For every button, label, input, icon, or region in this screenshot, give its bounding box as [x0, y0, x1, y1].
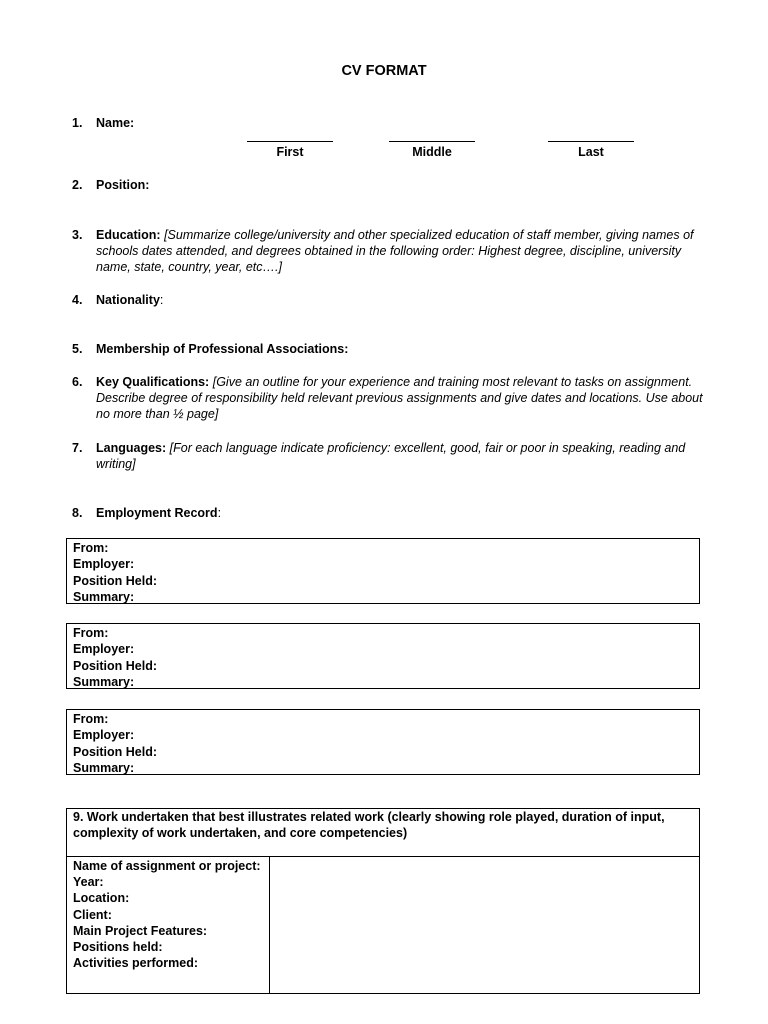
- project-features-label: Main Project Features:: [73, 923, 208, 938]
- work-table-field-labels: [67, 857, 270, 993]
- section-number: 6.: [72, 375, 83, 389]
- document-title: CV FORMAT: [341, 63, 427, 79]
- section-number: 5.: [72, 342, 83, 356]
- employment-colon: :: [217, 506, 222, 520]
- first-name-caption: First: [276, 145, 304, 159]
- position-held-field: Position Held:: [73, 744, 158, 759]
- year-label: Year:: [73, 875, 104, 890]
- education-label: Education:: [96, 228, 161, 242]
- name-first-field[interactable]: [247, 141, 333, 159]
- membership-label: Membership of Professional Associations:: [96, 342, 349, 356]
- employer-field: Employer:: [73, 642, 135, 657]
- section-number: 7.: [72, 441, 83, 455]
- client-label: Client:: [73, 907, 112, 922]
- education-instructions: [Summarize college/university and other specialized education of staff member, giving names of schools dates attended, and degrees obtained in the following order: Highest degree, discipline, university name, state, country, year, etc….]: [96, 228, 694, 274]
- education-text: [96, 227, 706, 275]
- languages-label: Languages:: [96, 441, 167, 455]
- first-name-line: [247, 141, 333, 142]
- section-number: 3.: [72, 228, 83, 242]
- languages-instructions: [For each language indicate proficiency: excellent, good, fair or poor in speaking, reading and writing]: [96, 441, 686, 471]
- qualifications-label: Key Qualifications:: [96, 375, 210, 389]
- name-middle-field[interactable]: [389, 141, 475, 159]
- work-table-heading: 9. Work undertaken that best illustrates related work (clearly showing role played, duration of input, complexity of work undertaken, and core competencies): [67, 809, 699, 857]
- summary-field: Summary:: [73, 760, 135, 775]
- employment-label: Employment Record: [96, 506, 218, 520]
- position-label: Position:: [96, 178, 150, 192]
- middle-name-line: [389, 141, 475, 142]
- employment-record-box[interactable]: [66, 538, 700, 604]
- position-held-field: Position Held:: [73, 658, 158, 673]
- work-table-entry-cell[interactable]: [270, 857, 699, 993]
- location-label: Location:: [73, 891, 130, 906]
- activities-performed-label: Activities performed:: [73, 956, 199, 971]
- employer-field: Employer:: [73, 557, 135, 572]
- last-name-line: [548, 141, 634, 142]
- from-field: From:: [73, 712, 109, 726]
- section-number: 2.: [72, 178, 83, 192]
- from-field: From:: [73, 541, 109, 555]
- name-label: Name:: [96, 116, 135, 130]
- position-held-field: Position Held:: [73, 573, 158, 588]
- qualifications-text: [96, 374, 706, 422]
- middle-name-caption: Middle: [412, 145, 452, 159]
- summary-field: Summary:: [73, 589, 135, 604]
- section-number: 8.: [72, 506, 83, 520]
- employment-record-box[interactable]: [66, 623, 700, 689]
- qualifications-instructions: [Give an outline for your experience and training most relevant to tasks on assignment. Describe degree of responsibility held relevant previous assignments and give dates and locations. Use about no more than ½ page]: [96, 375, 703, 421]
- nationality-label: Nationality: [96, 293, 160, 307]
- summary-field: Summary:: [73, 674, 135, 689]
- section-number: 4.: [72, 293, 83, 307]
- from-field: From:: [73, 626, 109, 640]
- nationality-text: [96, 292, 706, 308]
- name-last-field[interactable]: [548, 141, 634, 159]
- last-name-caption: Last: [578, 145, 604, 159]
- employment-text: [96, 505, 706, 521]
- employment-record-box[interactable]: [66, 709, 700, 775]
- section-number: 1.: [72, 116, 83, 130]
- employer-field: Employer:: [73, 728, 135, 743]
- positions-held-label: Positions held:: [73, 940, 163, 955]
- languages-text: [96, 440, 706, 472]
- assignment-name-label: Name of assignment or project:: [73, 859, 261, 873]
- nationality-colon: :: [159, 293, 164, 307]
- work-undertaken-table: [66, 808, 700, 994]
